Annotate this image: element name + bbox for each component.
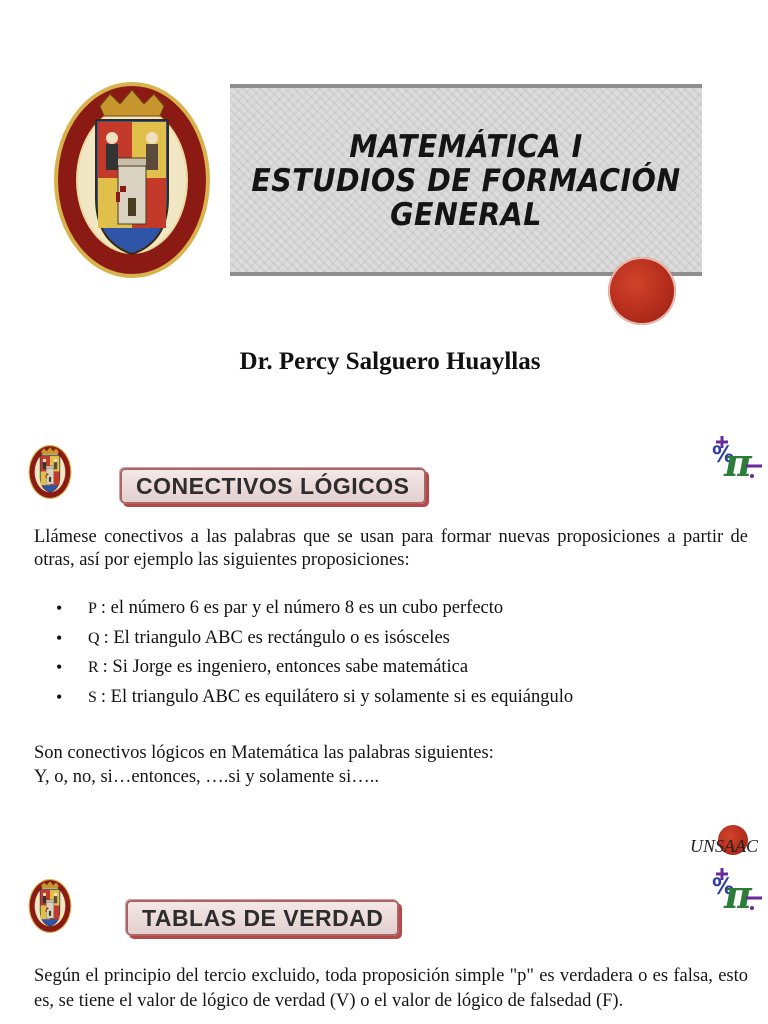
proposition-text: : El triangulo ABC es rectángulo o es isósceles <box>103 627 450 648</box>
proposition-text: : El triangulo ABC es equilátero si y solamente si es equiángulo <box>100 686 574 707</box>
title-line-2: ESTUDIOS DE FORMACIÓN <box>251 163 681 199</box>
title-line-1: MATEMÁTICA I <box>349 129 583 165</box>
university-seal-icon <box>28 444 72 500</box>
list-item <box>34 598 748 628</box>
proposition-text: : Si Jorge es ingeniero, entonces sabe matemática <box>102 657 469 677</box>
proposition-letter: P <box>88 600 97 617</box>
decorative-red-circle <box>608 257 676 325</box>
list-item <box>34 628 748 658</box>
university-seal-icon <box>28 878 72 934</box>
footer-brand: UNSAAC <box>690 836 759 856</box>
proposition-list <box>34 598 748 716</box>
tablas-paragraph: Según el principio del tercio excluido, toda proposición simple "p" es verdadera o es falsa, esto es, se tiene el valor de lógico de verdad (V) o el valor de lógico de falsedad (F). <box>34 966 748 1011</box>
proposition-text: : el número 6 es par y el número 8 es un cubo perfecto <box>100 598 504 618</box>
presentation-title <box>249 130 683 232</box>
bullet-icon: • <box>56 598 63 618</box>
conclusion-line-2: Y, o, no, si…entonces, ….si y solamente si….. <box>34 767 379 787</box>
section-header-conectivos: CONECTIVOS LÓGICOS <box>120 468 426 504</box>
proposition-letter: R <box>88 659 99 676</box>
list-item <box>34 657 748 687</box>
title-panel <box>230 84 702 276</box>
conclusion-line-1: Son conectivos lógicos en Matemática las palabras siguientes: <box>34 743 494 763</box>
bullet-icon: • <box>56 657 63 677</box>
intro-paragraph: Llámese conectivos a las palabras que se usan para formar nuevas proposiciones a partir de otras, así por ejemplo las siguientes proposiciones: <box>34 527 748 570</box>
university-seal-icon <box>52 80 212 280</box>
list-item <box>34 687 748 717</box>
author-name: Dr. Percy Salguero Huayllas <box>239 348 541 375</box>
proposition-letter: Q <box>88 629 100 647</box>
pi-math-logo-icon <box>710 868 764 914</box>
section-header-tablas: TABLAS DE VERDAD <box>126 900 399 936</box>
bullet-icon: • <box>56 627 63 648</box>
title-line-3: GENERAL <box>390 197 542 233</box>
proposition-letter: S <box>88 688 97 706</box>
pi-math-logo-icon <box>710 436 764 482</box>
bullet-icon: • <box>56 686 63 707</box>
